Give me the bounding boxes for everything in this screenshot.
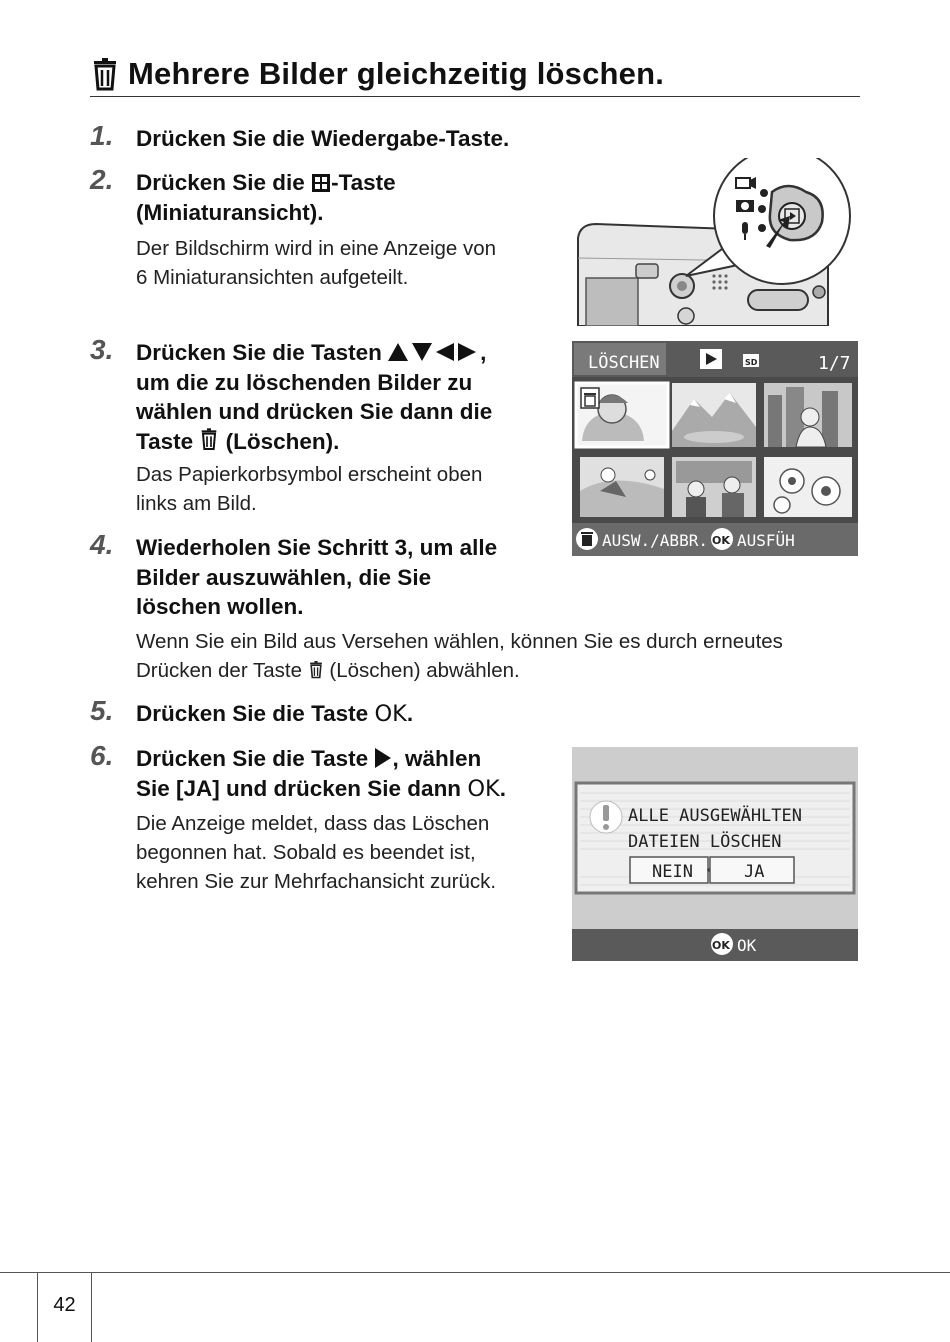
step-body [136, 656, 520, 685]
trash-icon [308, 659, 324, 680]
step-body: kehren Sie zur Mehrfachansicht zurück. [136, 870, 497, 893]
yes-button-label: JA [744, 862, 765, 882]
step-heading: löschen wollen. [136, 594, 304, 619]
trash-icon [90, 56, 120, 92]
ok-key-label: OK [374, 701, 407, 727]
step-heading-text: Drücken Sie die Taste [136, 746, 375, 771]
step-heading-text: Taste [136, 429, 200, 454]
step-heading: Drücken Sie die Wiedergabe-Taste. [136, 126, 510, 151]
step-heading-text: Drücken Sie die Tasten [136, 340, 389, 365]
ok-badge: OK [712, 534, 730, 547]
step-body: begonnen hat. Sobald es beendet ist, [136, 841, 476, 864]
dialog-line-1: ALLE AUSGEWÄHLTEN [628, 806, 802, 826]
thumbnail-5 [672, 457, 756, 517]
no-button-label: NEIN [652, 862, 693, 882]
step-heading [136, 426, 339, 457]
step-number: 3. [90, 334, 114, 365]
step-number: 5. [90, 695, 114, 726]
step-heading [136, 744, 481, 774]
lcd-delete-drawing [572, 341, 858, 556]
lcd-footer-exec: AUSFÜH [737, 531, 795, 550]
step-body: links am Bild. [136, 492, 257, 515]
warning-icon [603, 805, 609, 830]
step-body: 6 Miniaturansichten aufgeteilt. [136, 266, 409, 289]
ok-key-label: OK [467, 776, 500, 802]
lcd-mode-label: LÖSCHEN [588, 353, 660, 373]
step-heading-text: . [499, 776, 507, 801]
thumbnail-1 [576, 383, 668, 447]
lcd-counter: 1/7 [818, 353, 851, 374]
thumbnail-3 [764, 383, 852, 447]
step-heading [136, 168, 396, 198]
lcd-delete-screen [572, 341, 858, 556]
step-heading-text: Drücken Sie die Taste [136, 701, 375, 726]
step-body: Die Anzeige meldet, dass das Löschen [136, 812, 490, 835]
dialog-line-2: DATEIEN LÖSCHEN [628, 832, 782, 852]
step-body: Wenn Sie ein Bild aus Versehen wählen, können Sie es durch erneutes [136, 630, 783, 653]
step-heading-text: , wählen [392, 746, 482, 771]
right-triangle-icon [374, 747, 392, 769]
step-heading: (Miniaturansicht). [136, 200, 324, 225]
thumbnail-4 [580, 457, 664, 517]
camera-illustration [576, 158, 856, 326]
step-number: 2. [90, 164, 114, 195]
step-heading [136, 338, 486, 368]
step-heading-text: , [480, 340, 487, 365]
step-heading-text: (Löschen). [225, 429, 340, 454]
lcd-confirm-drawing [572, 747, 858, 961]
step-body: Der Bildschirm wird in eine Anzeige von [136, 237, 497, 260]
step-heading: um die zu löschenden Bilder zu [136, 370, 473, 395]
ok-badge: OK [712, 939, 730, 952]
step-heading-text: Sie [JA] und drücken Sie dann [136, 776, 468, 801]
step-heading: wählen und drücken Sie dann die [136, 399, 493, 424]
step-number: 4. [90, 529, 114, 560]
step-heading-text: -Taste [331, 170, 396, 195]
lcd-confirm-screen [572, 747, 858, 961]
step-heading: Wiederholen Sie Schritt 3, um alle [136, 535, 498, 560]
camera-drawing [576, 158, 856, 326]
trash-icon [199, 426, 219, 452]
sd-card-label: SD [745, 358, 758, 367]
step-heading [136, 699, 413, 730]
step-body: Das Papierkorbsymbol erscheint oben [136, 463, 483, 486]
step-heading-text: . [406, 701, 414, 726]
thumbnail-2 [672, 383, 756, 447]
step-number: 6. [90, 740, 114, 771]
footer-divider [0, 1272, 950, 1273]
page-number: 42 [53, 1294, 76, 1316]
thumbnail-view-icon [311, 173, 331, 193]
step-body-text: (Löschen) abwählen. [329, 659, 520, 682]
ok-label: OK [737, 936, 757, 955]
thumbnail-6 [764, 457, 852, 517]
step-heading: Bilder auszuwählen, die Sie [136, 565, 432, 590]
footer-divider [91, 1272, 92, 1342]
page-title [90, 52, 860, 97]
four-way-arrow-icon [388, 341, 480, 363]
lcd-footer-select: AUSW./ABBR. [602, 531, 708, 550]
step-number: 1. [90, 120, 114, 151]
step-heading-text: Drücken Sie die [136, 170, 312, 195]
page-title-text: Mehrere Bilder gleichzeitig löschen. [128, 56, 665, 91]
step-body-text: Drücken der Taste [136, 659, 308, 682]
step-heading [136, 774, 506, 805]
